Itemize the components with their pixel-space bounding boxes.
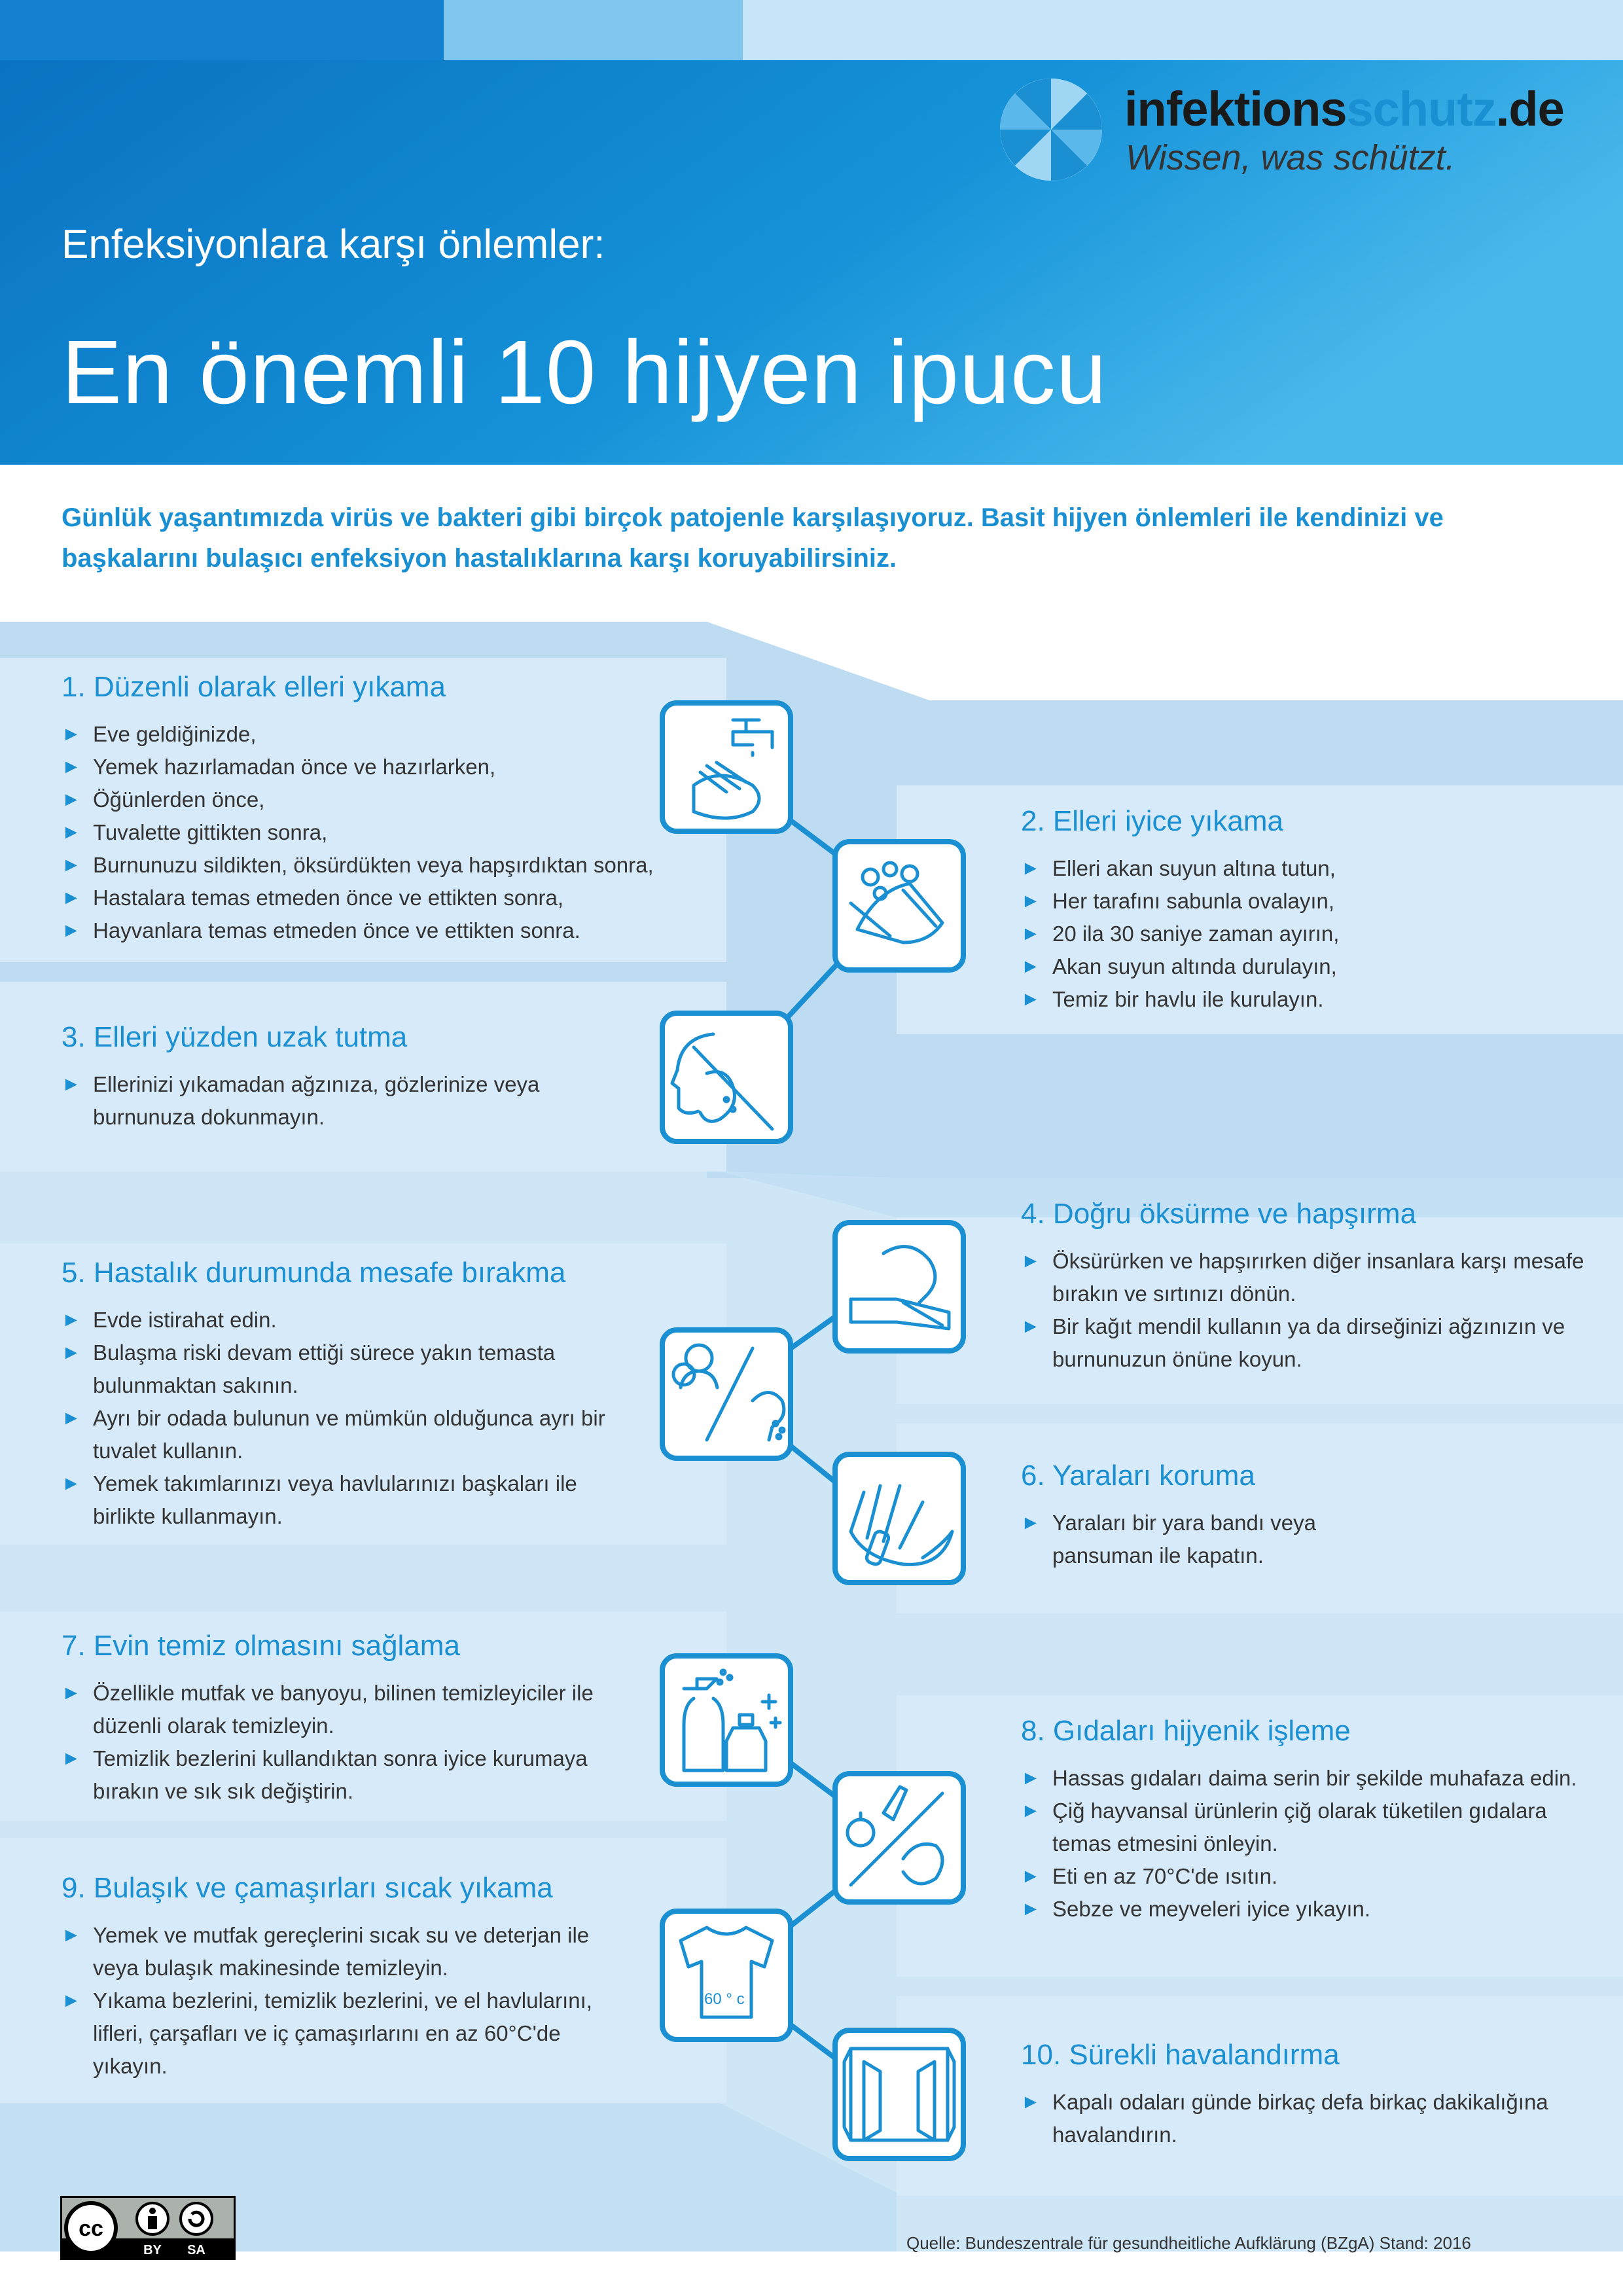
tip-list: [1021, 1762, 1597, 1926]
tip-title: 3. Elleri yüzden uzak tutma: [62, 1021, 408, 1053]
tip-list: [62, 1919, 637, 2083]
tshirt-label: 60 ° c: [704, 1990, 745, 2008]
sa-icon: [181, 2203, 212, 2234]
tip-2: [1021, 805, 1597, 1016]
tip-4: [1021, 1198, 1597, 1376]
list-item: ► Yemek hazırlamadan önce ve hazırlarken,: [62, 751, 716, 783]
tip-title: 8. Gıdaları hijyenik işleme: [1021, 1715, 1351, 1747]
list-item: ► Eve geldiğinizde,: [62, 718, 716, 751]
list-item: ► Yemek takımlarınızı veya havlularınızı başkaları ile birlikte kullanmayın.: [62, 1467, 624, 1533]
list-item: ► Temiz bir havlu ile kurulayın.: [1021, 983, 1597, 1016]
tip-list: [62, 1677, 637, 1808]
intro-text: Günlük yaşantımızda virüs ve bakteri gibi birçok patojenle karşılaşıyoruz. Basit hijyen önlemleri ile kendinizi ve başkalarını bulaşıcı enfeksiyon hastalıklarına karşı koruyabilirsiniz.: [62, 503, 1444, 573]
list-item: ► Bulaşma riski devam ettiği sürece yakın temasta bulunmaktan sakının.: [62, 1336, 624, 1402]
list-item: ► Her tarafını sabunla ovalayın,: [1021, 885, 1597, 918]
tip-list: [62, 1068, 598, 1134]
cc-sa-label: SA: [187, 2243, 205, 2257]
tip-9: [62, 1872, 637, 2083]
list-item: ► Hayvanlara temas etmeden önce ve ettikten sonra.: [62, 914, 716, 947]
list-item: ► Eti en az 70°C'de ısıtın.: [1021, 1860, 1597, 1893]
svg-text:cc: cc: [79, 2216, 103, 2241]
page-subtitle: Enfeksiyonlara karşı önlemler:: [62, 222, 605, 267]
list-item: ► Hastalara temas etmeden önce ve ettikten sonra,: [62, 882, 716, 914]
list-item: ► Sebze ve meyveleri iyice yıkayın.: [1021, 1893, 1597, 1926]
list-item: ► Ellerinizi yıkamadan ağzınıza, gözlerinize veya burnunuza dokunmayın.: [62, 1068, 598, 1134]
logo: [961, 60, 1623, 204]
list-item: ► Burnunuzu sildikten, öksürdükten veya hapşırdıktan sonra,: [62, 849, 716, 882]
list-item: ► Öğünlerden önce,: [62, 783, 716, 816]
list-item: ► Akan suyun altında durulayın,: [1021, 950, 1597, 983]
list-item: ► Kapalı odaları günde birkaç defa birkaç dakikalığına havalandırın.: [1021, 2086, 1597, 2151]
tip-title: 9. Bulaşık ve çamaşırları sıcak yıkama: [62, 1872, 553, 1904]
tip-list: [1021, 1507, 1387, 1572]
tip-title: 2. Elleri iyice yıkama: [1021, 805, 1284, 837]
tip-title: 10. Sürekli havalandırma: [1021, 2039, 1340, 2071]
tip-title: 7. Evin temiz olmasını sağlama: [62, 1630, 460, 1662]
list-item: ► 20 ila 30 saniye zaman ayırın,: [1021, 918, 1597, 950]
tip-10: [1021, 2039, 1597, 2151]
source-text: Quelle: Bundeszentrale für gesundheitliche Aufklärung (BZgA) Stand: 2016: [906, 2233, 1471, 2253]
tip-title: 4. Doğru öksürme ve hapşırma: [1021, 1198, 1417, 1230]
logo-name: infektionsschutz.de: [1124, 82, 1564, 136]
tip-title: 1. Düzenli olarak elleri yıkama: [62, 671, 446, 703]
list-item: ► Yıkama bezlerini, temizlik bezlerini, ve el havlularını, lifleri, çarşafları ve iç çamaşırlarını en az 60°C'de yıkayın.: [62, 1984, 637, 2083]
tip-6: [1021, 1460, 1387, 1572]
tip-list: [62, 718, 716, 947]
list-item: ► Temizlik bezlerini kullandıktan sonra iyice kurumaya bırakın ve sık sık değiştirin.: [62, 1742, 637, 1808]
cc-license-badge: [60, 2196, 236, 2260]
tip-list: [1021, 2086, 1597, 2151]
tip-3: [62, 1021, 598, 1134]
list-item: ► Ayrı bir odada bulunun ve mümkün olduğunca ayrı bir tuvalet kullanın.: [62, 1402, 624, 1467]
tip-7: [62, 1630, 637, 1808]
tip-title: 5. Hastalık durumunda mesafe bırakma: [62, 1257, 566, 1289]
tip-5: [62, 1257, 624, 1533]
list-item: ► Özellikle mutfak ve banyoyu, bilinen temizleyiciler ile düzenli olarak temizleyin.: [62, 1677, 637, 1742]
tip-list: [62, 1304, 624, 1533]
list-item: ► Yaraları bir yara bandı veya pansuman ile kapatın.: [1021, 1507, 1387, 1572]
tip-8: [1021, 1715, 1597, 1926]
tip-1: [62, 671, 716, 947]
list-item: ► Çiğ hayvansal ürünlerin çiğ olarak tüketilen gıdalara temas etmesini önleyin.: [1021, 1795, 1597, 1860]
logo-tagline: Wissen, was schützt.: [1126, 138, 1455, 177]
list-item: ► Öksürürken ve hapşırırken diğer insanlara karşı mesafe bırakın ve sırtınızı dönün.: [1021, 1245, 1597, 1310]
list-item: ► Yemek ve mutfak gereçlerini sıcak su ve deterjan ile veya bulaşık makinesinde temizleyin.: [62, 1919, 637, 1984]
tip-list: [1021, 852, 1597, 1016]
list-item: ► Elleri akan suyun altına tutun,: [1021, 852, 1597, 885]
list-item: ► Tuvalette gittikten sonra,: [62, 816, 716, 849]
list-item: ► Evde istirahat edin.: [62, 1304, 624, 1336]
page-title: En önemli 10 hijyen ipucu: [62, 322, 1107, 423]
tip-title: 6. Yaraları koruma: [1021, 1460, 1255, 1492]
cc-by-label: BY: [143, 2243, 162, 2257]
list-item: ► Bir kağıt mendil kullanın ya da dirseğinizi ağzınızın ve burnunuzun önüne koyun.: [1021, 1310, 1597, 1376]
tip-list: [1021, 1245, 1597, 1376]
list-item: ► Hassas gıdaları daima serin bir şekilde muhafaza edin.: [1021, 1762, 1597, 1795]
